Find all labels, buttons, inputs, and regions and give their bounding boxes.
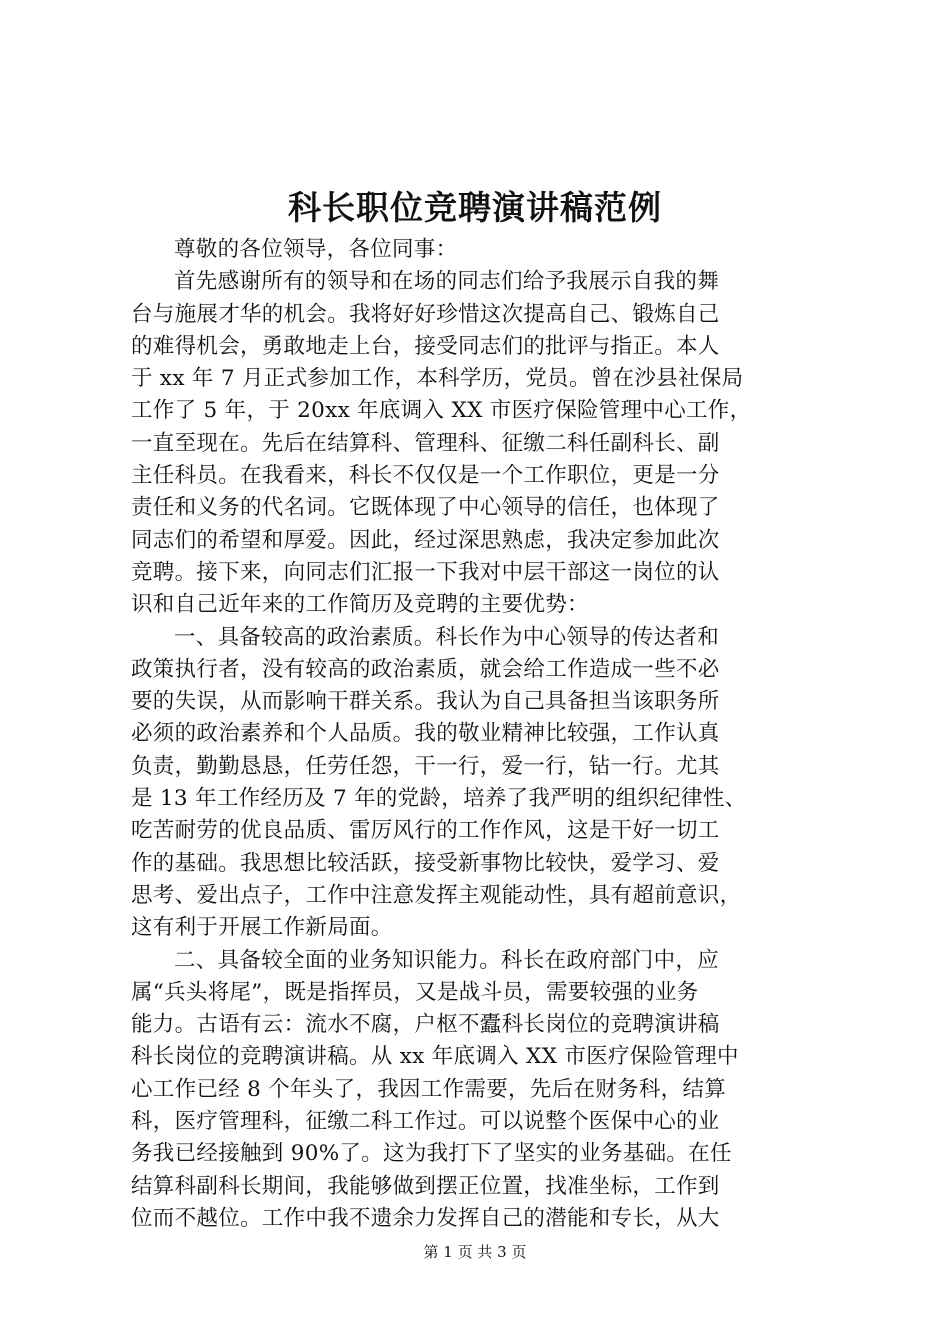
text-line: 位而不越位。工作中我不遗余力发挥自己的潜能和专长，从大: [131, 1205, 720, 1231]
text-line: 一直至现在。先后在结算科、管理科、征缴二科任副科长、副: [131, 430, 720, 456]
text-line: 负责，勤勤恳恳，任劳任怨，干一行，爱一行，钻一行。尤其: [131, 753, 720, 779]
text-line: 属“兵头将尾”，既是指挥员，又是战斗员，需要较强的业务: [131, 979, 699, 1005]
text-line: 吃苦耐劳的优良品质、雷厉风行的工作作风，这是干好一切工: [131, 818, 720, 844]
document-title: 科长职位竞聘演讲稿范例: [288, 188, 662, 227]
text-line: 政策执行者，没有较高的政治素质，就会给工作造成一些不必: [131, 656, 720, 682]
text-line: 责任和义务的代名词。它既体现了中心领导的信任，也体现了: [131, 495, 720, 521]
text-line: 竞聘。接下来，向同志们汇报一下我对中层干部这一岗位的认: [131, 559, 720, 585]
text-line: 一、具备较高的政治素质。科长作为中心领导的传达者和: [174, 624, 720, 650]
text-line: 科，医疗管理科，征缴二科工作过。可以说整个医保中心的业: [131, 1109, 720, 1135]
text-line: 心工作已经 8 个年头了，我因工作需要，先后在财务科，结算: [131, 1076, 727, 1102]
text-line: 同志们的希望和厚爱。因此，经过深思熟虑，我决定参加此次: [131, 527, 720, 553]
text-line: 于 xx 年 7 月正式参加工作，本科学历，党员。曾在沙县社保局: [131, 366, 744, 392]
text-line: 思考、爱出点子，工作中注意发挥主观能动性，具有超前意识，: [131, 882, 742, 908]
document-body: [131, 234, 831, 1235]
text-line: 尊敬的各位领导，各位同事：: [174, 237, 458, 262]
text-line: 作的基础。我思想比较活跃，接受新事物比较快，爱学习、爱: [131, 850, 720, 876]
text-line: 务我已经接触到 90%了。这为我打下了坚实的业务基础。在任: [131, 1141, 732, 1167]
text-line: 是 13 年工作经历及 7 年的党龄，培养了我严明的组织纪律性、: [131, 786, 747, 812]
text-line: 科长岗位的竞聘演讲稿。从 xx 年底调入 XX 市医疗保险管理中: [131, 1044, 739, 1070]
text-line: 能力。古语有云：流水不腐，户枢不蠹科长岗位的竞聘演讲稿: [131, 1012, 720, 1038]
text-line: 识和自己近年来的工作简历及竞聘的主要优势：: [131, 592, 589, 618]
text-line: 主任科员。在我看来，科长不仅仅是一个工作职位，更是一分: [131, 463, 720, 489]
text-line: 二、具备较全面的业务知识能力。科长在政府部门中，应: [174, 947, 720, 973]
text-line: 必须的政治素养和个人品质。我的敬业精神比较强，工作认真: [131, 721, 720, 747]
page-indicator: 第 1 页 共 3 页: [423, 1243, 527, 1261]
text-line: 首先感谢所有的领导和在场的同志们给予我展示自我的舞: [174, 269, 720, 295]
text-line: 台与施展才华的机会。我将好好珍惜这次提高自己、锻炼自己: [131, 301, 720, 327]
text-line: 结算科副科长期间，我能够做到摆正位置，找准坐标，工作到: [131, 1173, 720, 1199]
text-line: 这有利于开展工作新局面。: [131, 915, 393, 941]
text-line: 工作了 5 年，于 20xx 年底调入 XX 市医疗保险管理中心工作，: [131, 398, 752, 424]
text-line: 要的失误，从而影响干群关系。我认为自己具备担当该职务所: [131, 689, 720, 715]
text-line: 的难得机会，勇敢地走上台，接受同志们的批评与指正。本人: [131, 333, 720, 359]
